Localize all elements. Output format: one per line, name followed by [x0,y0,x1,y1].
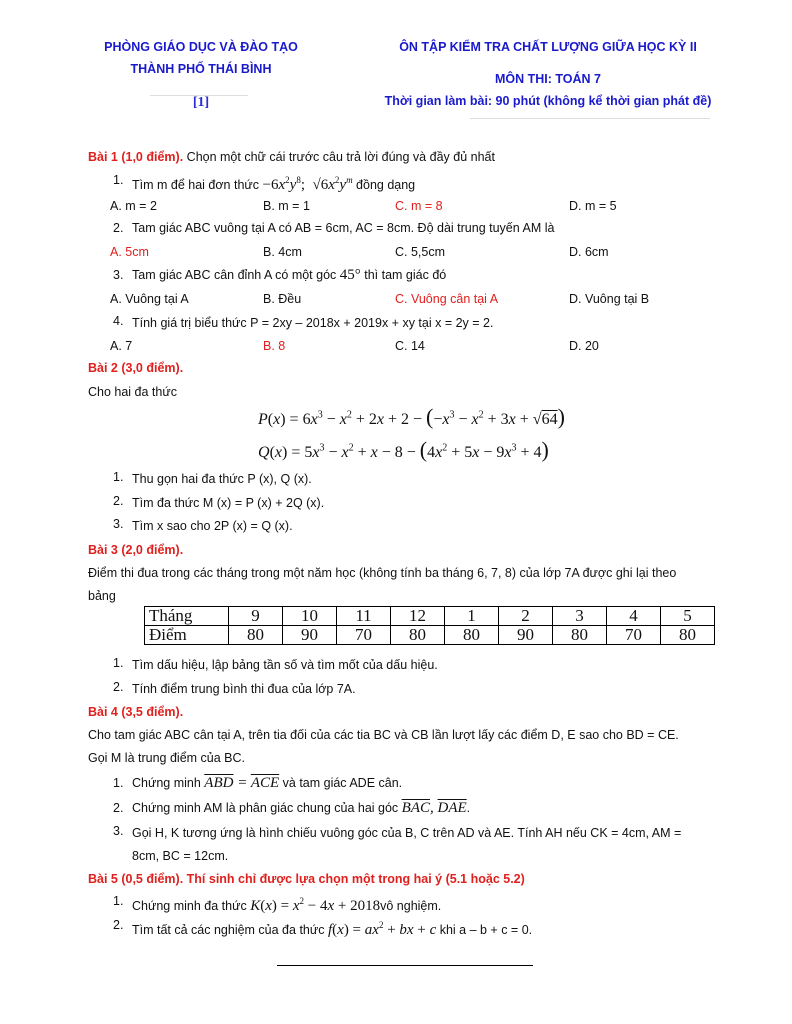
q2-option-a: A. 5cm [110,245,149,259]
q1-number: 1. [113,173,124,187]
month-cell: 1 [445,607,499,626]
polynomial-f: $f(x) = ax^2$ + bx + c [327,920,437,938]
footer-line [277,965,533,966]
bai4-item3-number: 3. [113,824,124,838]
exam-title: ÔN TẬP KIỂM TRA CHẤT LƯỢNG GIỮA HỌC KỲ II [399,40,697,54]
score-cell: 90 [499,626,553,645]
q3-option-d: D. Vuông tại B [569,292,650,306]
bai4-item3-line1: Gọi H, K tương ứng là hình chiếu vuông góc của B, C trên AD và AE. Tính AH nếu CK = 4cm, AM = [132,826,682,840]
q1-option-c: C. m = 8 [395,199,443,213]
bai2-item1: Thu gọn hai đa thức P (x), Q (x). [132,472,312,486]
month-cell: 9 [229,607,283,626]
q3-option-a: A. Vuông tại A [110,292,189,306]
score-cell: 70 [607,626,661,645]
q4-option-d: D. 20 [569,339,599,353]
score-table [144,606,715,645]
q2-number: 2. [113,221,124,235]
q4-option-b: B. 8 [263,339,286,353]
bai2-item2: Tìm đa thức M (x) = P (x) + 2Q (x). [132,496,325,510]
month-cell: 12 [391,607,445,626]
bai1-title: Bài 1 (1,0 điểm). [88,150,184,164]
bai5-title: Bài 5 (0,5 điểm). Thí sinh chỉ được lựa chọn một trong hai ý (5.1 hoặc 5.2) [88,872,525,886]
score-cell: 70 [337,626,391,645]
q2-option-c: C. 5,5cm [395,245,446,259]
q1-option-a: A. m = 2 [110,199,157,213]
bai5-item1: Chứng minh đa thức $K(x) = x^2 - 4x$ + 2018vô nghiệm. [132,896,442,914]
polynomial-k: $K(x) = x^2 - 4x + 2018$ [250,896,381,914]
score-cell: 80 [229,626,283,645]
angle-pair: $\overline{BAC}$, $\overline{DAE}$ [401,800,467,816]
q1-text: Tìm m để hai đơn thức $-6x^2y^8$; $√6x^2y^m$ đồng dạng [132,175,416,193]
q1-option-b: B. m = 1 [263,199,310,213]
month-cell: 10 [283,607,337,626]
exam-code: [1] [192,95,210,110]
q4-option-c: C. 14 [395,339,425,353]
row-label-score: Điểm [145,626,229,645]
department-name: PHÒNG GIÁO DỤC VÀ ĐÀO TẠO [104,40,298,54]
score-cell: 80 [445,626,499,645]
subject: MÔN THI: TOÁN 7 [494,72,602,86]
angle-value: 45° [339,267,361,283]
angle-equality: $\overline{ABD} = \overline{ACE}$ [204,775,280,791]
bai3-item1-number: 1. [113,656,124,670]
q2-option-b: B. 4cm [263,245,302,259]
bai4-item2-number: 2. [113,801,124,815]
bai3-item1: Tìm dấu hiệu, lập bảng tần số và tìm mốt của dấu hiệu. [132,658,438,672]
bai4-title: Bài 4 (3,5 điểm). [88,705,184,719]
scores-row [145,626,715,645]
header-left [70,36,332,114]
month-cell: 3 [553,607,607,626]
bai4-item1: Chứng minh $\overline{ABD} = \overline{ACE}$ và tam giác ADE cân. [132,775,403,791]
q4-option-a: A. 7 [110,339,133,353]
score-cell: 80 [553,626,607,645]
header-right [370,36,726,112]
score-cell: 90 [283,626,337,645]
q3-number: 3. [113,268,124,282]
polynomial-q: $Q(x) = 5x^3 - x^2 + x - 8 - (4x^2 + 5x - 9x^3 + 4)$ [258,437,549,462]
duration: Thời gian làm bài: 90 phút (không kể thời gian phát đề) [384,94,712,108]
score-cell: 80 [661,626,715,645]
q2-option-d: D. 6cm [569,245,609,259]
bai5-item1-number: 1. [113,894,124,908]
bai4-intro-line2: Gọi M là trung điểm của BC. [88,751,246,765]
score-cell: 80 [391,626,445,645]
q3-option-b: B. Đều [263,292,302,306]
q4-number: 4. [113,314,124,328]
q4-text: Tính giá trị biểu thức P = 2xy – 2018x + 2019x + xy tại x = 2y = 2. [132,316,494,330]
header-right-divider [470,118,710,119]
q1-option-d: D. m = 5 [569,199,617,213]
bai2-item3: Tìm x sao cho 2P (x) = Q (x). [132,519,293,533]
month-cell: 4 [607,607,661,626]
month-cell: 5 [661,607,715,626]
bai2-title: Bài 2 (3,0 điểm). [88,361,184,375]
bai5-item2: Tìm tất cả các nghiệm của đa thức $f(x) = ax^2$ + bx + c khi a – b + c = 0. [132,920,533,938]
q3-text: Tam giác ABC cân đỉnh A có một góc 45° thì tam giác đó [132,267,447,283]
bai1-heading [88,148,495,166]
bai5-item2-number: 2. [113,918,124,932]
polynomial-p: $P(x) = 6x^3 - x^2 + 2x + 2 - (-x^3 - x^2 + 3x + √64)$ [258,404,565,429]
bai4-item1-number: 1. [113,776,124,790]
q2-text: Tam giác ABC vuông tại A có AB = 6cm, AC = 8cm. Độ dài trung tuyến AM là [132,221,555,235]
q3-option-c: C. Vuông cân tại A [395,292,499,306]
bai3-item2-number: 2. [113,680,124,694]
bai1-intro: Chọn một chữ cái trước câu trả lời đúng và đầy đủ nhất [183,150,495,164]
bai3-intro-line2: bảng [88,589,116,603]
month-cell: 11 [337,607,391,626]
bai2-intro: Cho hai đa thức [88,385,177,399]
header-left-divider [150,95,248,96]
bai2-item3-number: 3. [113,517,124,531]
row-label-month: Tháng [145,607,229,626]
monomial-expression: $-6x^2y^8$; $√6x^2y^m$ [262,175,353,193]
bai4-item2: Chứng minh AM là phân giác chung của hai góc $\overline{BAC}$, $\overline{DAE}$. [132,800,471,816]
bai2-item1-number: 1. [113,470,124,484]
bai3-intro-line1: Điểm thi đua trong các tháng trong một năm học (không tính ba tháng 6, 7, 8) của lớp 7A được ghi lại theo [88,566,677,580]
month-cell: 2 [499,607,553,626]
bai3-item2: Tính điểm trung bình thi đua của lớp 7A. [132,682,356,696]
bai2-item2-number: 2. [113,494,124,508]
bai3-title: Bài 3 (2,0 điểm). [88,543,184,557]
months-row [145,607,715,626]
bai4-intro-line1: Cho tam giác ABC cân tại A, trên tia đối của các tia BC và CB lần lượt lấy các điểm D, E sao cho BD = CE. [88,728,679,742]
bai4-item3-line2: 8cm, BC = 12cm. [132,849,229,863]
city-name: THÀNH PHỐ THÁI BÌNH [130,62,272,76]
